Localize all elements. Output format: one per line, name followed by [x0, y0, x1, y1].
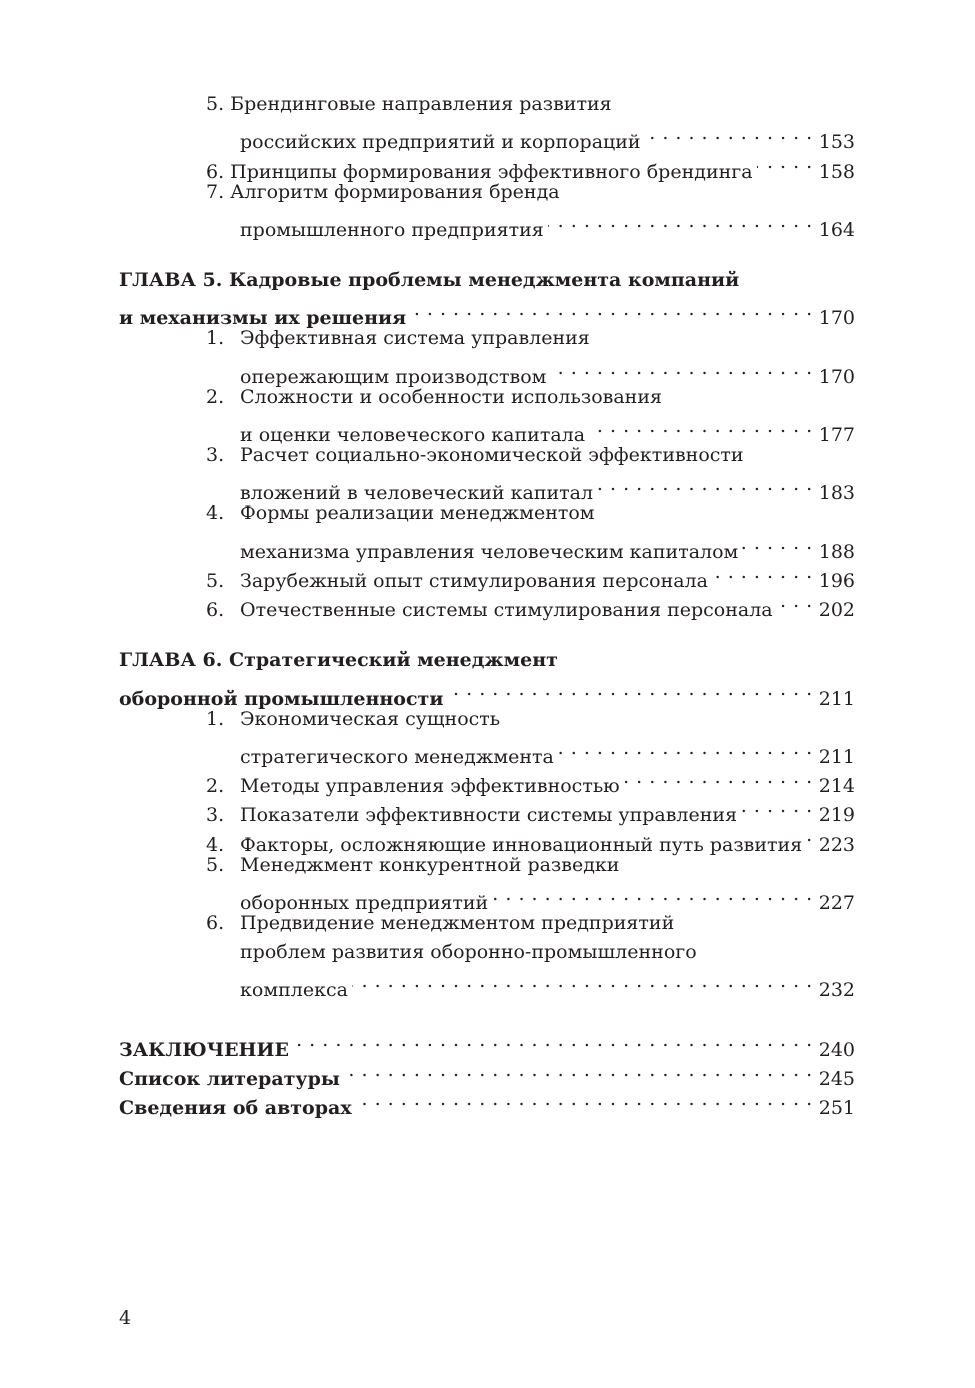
entry-line: [119, 412, 855, 447]
dot-leader: [550, 354, 812, 383]
toc-entry: [119, 792, 855, 827]
dot-leader: [352, 967, 813, 996]
chapter-heading: [119, 295, 855, 330]
entry-number: 1.: [206, 327, 225, 350]
toc-entry: [119, 587, 855, 622]
entry-title: Факторы, осложняющие инновационный путь развития: [240, 833, 803, 856]
toc-entry: [119, 499, 855, 563]
entry-title: опережающим производством: [240, 365, 547, 388]
toc-entry: [119, 148, 855, 183]
toc-entry: [119, 383, 855, 447]
entry-page: 211: [818, 687, 855, 710]
entry-title: и оценки человеческого капитала: [240, 424, 586, 447]
entry-number: 6.: [206, 911, 225, 934]
page-number: 4: [119, 1307, 132, 1329]
dot-leader: [806, 821, 813, 850]
entry-number: 4.: [206, 833, 225, 856]
entry-page: 223: [818, 833, 855, 856]
entry-title: 5. Брендинговые направления развития: [206, 93, 612, 115]
toc-entry: [119, 324, 855, 388]
toc-entry: [119, 821, 855, 856]
entry-number: 6.: [206, 599, 225, 622]
toc-entry: [119, 441, 855, 505]
back-matter-entry: [119, 1085, 855, 1119]
entry-number: 2.: [206, 775, 225, 798]
entry-page: 227: [818, 891, 855, 914]
back-matter-entry: [119, 1026, 855, 1061]
entry-line: [119, 587, 855, 622]
entry-line: [119, 851, 855, 880]
toc-entry: [119, 909, 855, 1002]
entry-page: 245: [818, 1067, 855, 1090]
entry-number: 5.: [206, 570, 225, 592]
entry-number: 3.: [206, 444, 225, 467]
entry-title: Показатели эффективности системы управления: [240, 804, 738, 827]
entry-title: Список литературы: [119, 1067, 340, 1090]
entry-line: [119, 148, 855, 183]
dot-leader: [777, 587, 813, 616]
entry-line: [119, 792, 855, 827]
entry-line: [119, 938, 855, 967]
dot-leader: [558, 734, 813, 763]
entry-line: [119, 324, 855, 353]
entry-line: [119, 354, 855, 388]
entry-title: оборонных предприятий: [240, 891, 489, 914]
dot-leader: [293, 1026, 813, 1055]
entry-line: [119, 558, 855, 592]
entry-title: проблем развития оборонно-промышленного: [240, 941, 697, 964]
entry-line: [119, 909, 855, 938]
dot-leader: [597, 470, 813, 499]
dot-leader: [712, 558, 813, 587]
back-matter-entry: [119, 1056, 855, 1090]
dot-leader: [624, 763, 813, 792]
dot-leader: [757, 148, 813, 177]
dot-leader: [447, 675, 812, 704]
entry-title: ГЛАВА 6. Стратегический менеджмент: [119, 649, 558, 672]
entry-line: [119, 967, 855, 1002]
entry-line: [119, 821, 855, 856]
entry-line: [119, 734, 855, 768]
entry-page: 183: [818, 482, 855, 505]
toc-section-ch5: [119, 266, 855, 622]
dot-leader: [589, 412, 813, 441]
entry-page: 202: [818, 599, 855, 622]
entry-title: и механизмы их решения: [119, 307, 407, 330]
toc-entry: [119, 763, 855, 798]
dot-leader: [410, 295, 813, 324]
entry-title: Предвидение менеджментом предприятий: [240, 911, 675, 934]
entry-line: [119, 119, 855, 154]
dot-leader: [645, 119, 813, 148]
entry-title: Методы управления эффективностью: [240, 775, 620, 798]
entry-title: Сложности и особенности использования: [240, 385, 662, 408]
chapter-heading: [119, 646, 855, 675]
dot-leader: [741, 792, 813, 821]
entry-line: [119, 763, 855, 798]
entry-title: 7. Алгоритм формирования бренда: [206, 180, 560, 203]
entry-number: 3.: [206, 804, 225, 827]
entry-title: российских предприятий и корпораций: [240, 131, 641, 154]
dot-leader: [356, 1085, 813, 1114]
entry-line: [119, 90, 855, 119]
entry-line: [119, 207, 855, 241]
entry-title: Эффективная система управления: [240, 327, 590, 350]
entry-line: [119, 383, 855, 412]
chapter-heading: [119, 266, 855, 295]
entry-line: [119, 178, 855, 207]
dot-leader: [344, 1056, 813, 1085]
entry-title: Экономическая сущность: [240, 707, 501, 730]
entry-page: 164: [818, 218, 855, 241]
section-gap: [119, 996, 855, 1026]
entry-page: 153: [818, 131, 855, 154]
toc-entry: [119, 558, 855, 592]
entry-page: 170: [818, 307, 855, 330]
entry-title: промышленного предприятия: [240, 218, 544, 241]
entry-number: 4.: [206, 502, 225, 525]
entry-page: 177: [818, 424, 855, 447]
entry-page: 170: [818, 365, 855, 388]
chapter-heading: [119, 675, 855, 710]
entry-page: 196: [818, 570, 855, 592]
entry-line: [119, 441, 855, 470]
entry-title: оборонной промышленности: [119, 687, 444, 710]
entry-page: 240: [818, 1038, 855, 1061]
entry-page: 211: [818, 745, 855, 768]
dot-leader: [492, 880, 813, 909]
toc-entry: [119, 178, 855, 241]
entry-title: Менеджмент конкурентной разведки: [240, 853, 620, 876]
entry-page: 188: [818, 540, 855, 563]
entry-title: Зарубежный опыт стимулирования персонала: [240, 570, 708, 592]
entry-title: ЗАКЛЮЧЕНИЕ: [119, 1038, 289, 1061]
entry-line: [119, 499, 855, 528]
entry-title: Расчет социально-экономической эффективности: [240, 444, 744, 467]
entry-title: механизма управления человеческим капиталом: [240, 540, 739, 563]
dot-leader: [742, 529, 812, 558]
entry-line: [119, 470, 855, 505]
entry-page: 219: [818, 804, 855, 827]
entry-title: вложений в человеческий капитал: [240, 482, 594, 505]
entry-title: Отечественные системы стимулирования персонала: [240, 599, 773, 622]
table-of-contents: [119, 90, 855, 1119]
entry-line: [119, 529, 855, 563]
entry-number: 5.: [206, 853, 225, 876]
entry-page: 232: [818, 979, 855, 1002]
dot-leader: [548, 207, 813, 236]
entry-page: 251: [818, 1097, 855, 1119]
entry-page: 214: [818, 775, 855, 798]
entry-title: комплекса: [240, 979, 348, 1002]
entry-line: [119, 705, 855, 734]
entry-title: Сведения об авторах: [119, 1097, 352, 1119]
toc-entry: [119, 851, 855, 914]
entry-number: 2.: [206, 385, 225, 408]
entry-number: 1.: [206, 707, 225, 730]
entry-line: [119, 880, 855, 914]
entry-page: 158: [818, 160, 855, 183]
entry-title: стратегического менеджмента: [240, 745, 554, 768]
entry-title: 6. Принципы формирования эффективного брендинга: [206, 160, 753, 183]
entry-title: Формы реализации менеджментом: [240, 502, 595, 525]
toc-section-back: [119, 1026, 855, 1119]
toc-entry: [119, 705, 855, 768]
entry-title: ГЛАВА 5. Кадровые проблемы менеджмента компаний: [119, 268, 740, 291]
toc-section-ch4-tail: [119, 90, 855, 241]
toc-entry: [119, 90, 855, 154]
toc-section-ch6: [119, 646, 855, 1002]
